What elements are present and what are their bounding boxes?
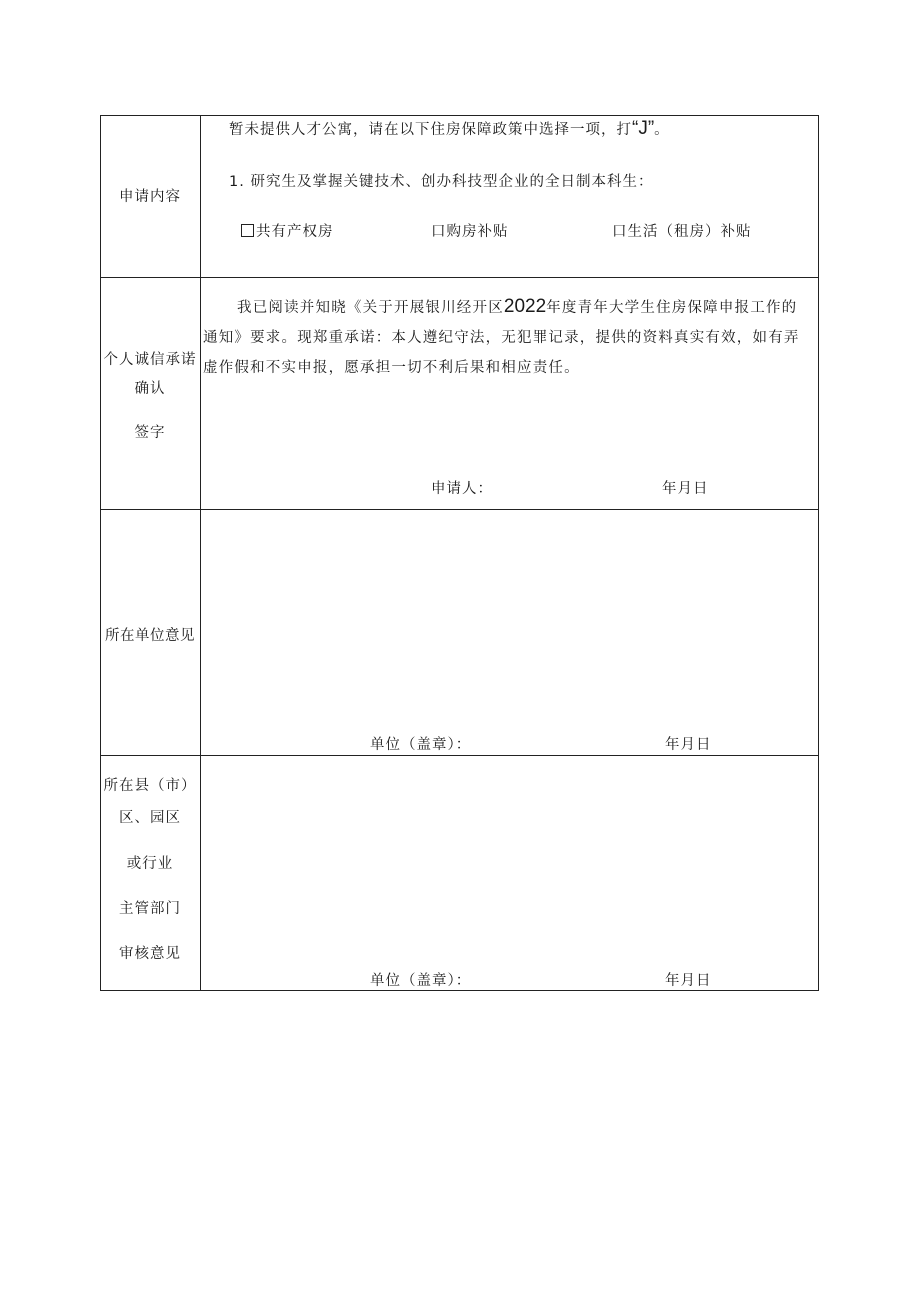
- application-intro: 暂未提供人才公寓，请在以下住房保障政策中选择一项，打“J”。: [229, 118, 670, 139]
- checkbox-icon[interactable]: [241, 224, 254, 237]
- dept-label-line-5: 审核意见: [119, 946, 181, 962]
- dept-label-line-2: 区、园区: [119, 810, 181, 826]
- application-label: 申请内容: [119, 189, 181, 205]
- row-divider: [100, 509, 819, 510]
- form-table: [100, 115, 819, 991]
- eligibility-item: 1. 研究生及掌握关键技术、创办科技型企业的全日制本科生：: [229, 174, 654, 190]
- row-divider: [100, 277, 819, 278]
- unit-seal-label: 单位（盖章）：: [370, 737, 472, 753]
- unit-date-label: 年月日: [665, 737, 712, 753]
- pledge-text: 我已阅读并知晓《关于开展银川经开区2022年度青年大学生住房保障申报工作的通知》要求。现郑重承诺：本人遵纪守法，无犯罪记录，提供的资料真实有效，如有弄虚作假和不实申报，愿承担一切不利后果和相应责任。: [203, 296, 800, 376]
- pledge-date-label: 年月日: [662, 481, 709, 497]
- applicant-signature-label: 申请人：: [431, 481, 493, 497]
- pledge-label-line-1: 个人诚信承诺: [103, 352, 197, 368]
- option-rent-subsidy[interactable]: 口生活（租房）补贴: [612, 224, 752, 240]
- row-divider: [100, 755, 819, 756]
- dept-date-label: 年月日: [665, 973, 712, 989]
- pledge-label-line-2: 确认: [134, 381, 166, 397]
- check-mark-text: “J”: [632, 118, 655, 139]
- year-text: 2022: [503, 296, 547, 317]
- option-shared-ownership[interactable]: 共有产权房: [241, 222, 334, 242]
- option-purchase-subsidy[interactable]: 口购房补贴: [431, 224, 509, 240]
- dept-label-line-3: 或行业: [126, 856, 174, 872]
- dept-seal-label: 单位（盖章）：: [370, 973, 472, 989]
- column-divider: [200, 115, 201, 991]
- unit-opinion-label: 所在单位意见: [105, 628, 195, 644]
- dept-label-line-1: 所在县（市）: [103, 778, 197, 794]
- pledge-label-line-3: 签字: [134, 425, 166, 441]
- dept-label-line-4: 主管部门: [119, 901, 181, 917]
